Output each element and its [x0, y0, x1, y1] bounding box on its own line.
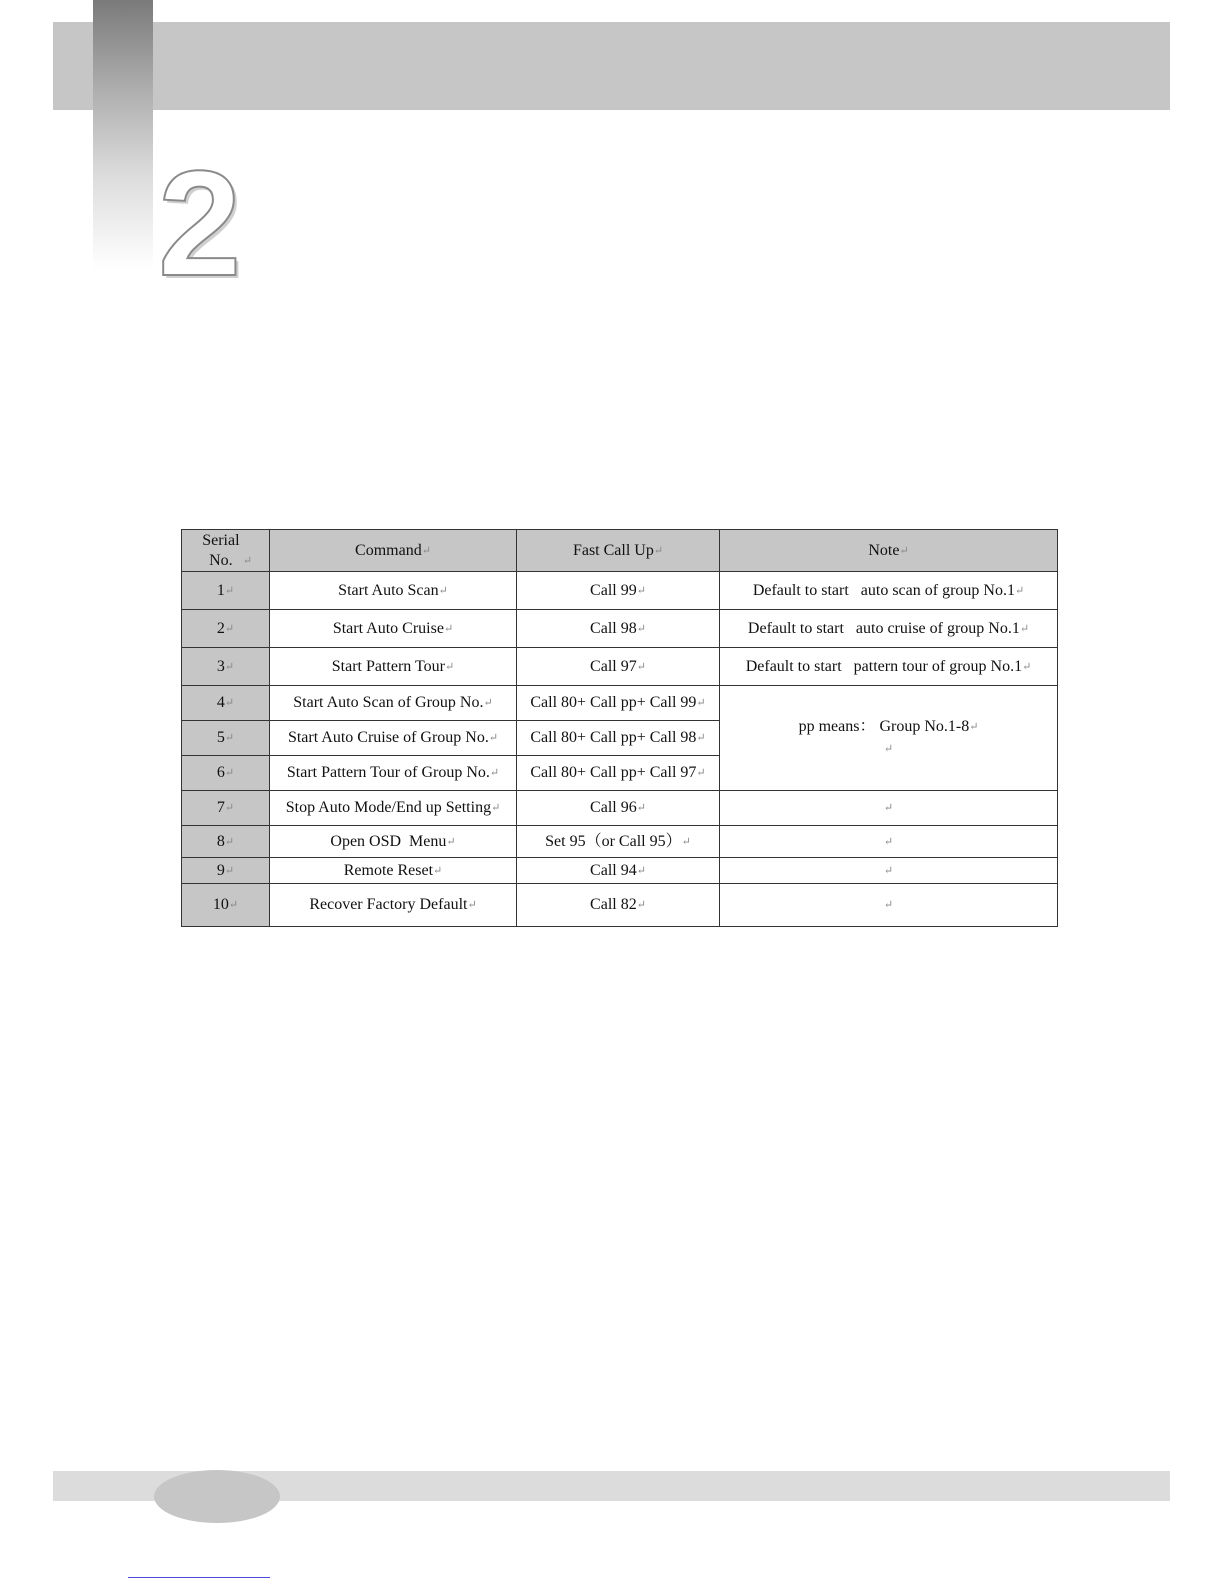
table-row: [182, 610, 1058, 648]
header-fast-call-up: Fast Call Up↵: [517, 530, 720, 572]
call-cell: Call 97↵: [517, 648, 720, 686]
header-serial-no: Serial No. ↵: [182, 530, 270, 572]
call-cell: Call 80+ Call pp+ Call 98↵: [517, 721, 720, 756]
serial-cell: 4↵: [182, 686, 270, 721]
command-table: [181, 529, 1058, 927]
call-cell: Call 99↵: [517, 572, 720, 610]
footer-rule: [128, 1577, 270, 1578]
command-cell: Open OSD Menu↵: [270, 826, 517, 858]
note-cell-merged: pp means： Group No.1-8↵ ↵: [720, 686, 1058, 791]
command-cell: Start Pattern Tour↵: [270, 648, 517, 686]
command-cell: Start Auto Cruise of Group No.↵: [270, 721, 517, 756]
header-note: Note↵: [720, 530, 1058, 572]
table-row: [182, 858, 1058, 884]
table-row: [182, 648, 1058, 686]
serial-cell: 6↵: [182, 756, 270, 791]
serial-cell: 2↵: [182, 610, 270, 648]
call-cell: Call 96↵: [517, 791, 720, 826]
note-cell: Default to start pattern tour of group No.1↵: [720, 648, 1058, 686]
table-row: [182, 826, 1058, 858]
serial-cell: 1↵: [182, 572, 270, 610]
command-cell: Remote Reset↵: [270, 858, 517, 884]
command-cell: Stop Auto Mode/End up Setting↵: [270, 791, 517, 826]
call-cell: Call 98↵: [517, 610, 720, 648]
note-cell: ↵: [720, 826, 1058, 858]
table-row: [182, 572, 1058, 610]
command-cell: Start Auto Scan of Group No.↵: [270, 686, 517, 721]
table-header-row: [182, 530, 1058, 572]
table-row: [182, 884, 1058, 927]
serial-cell: 5↵: [182, 721, 270, 756]
call-cell: Call 82↵: [517, 884, 720, 927]
command-cell: Start Auto Scan↵: [270, 572, 517, 610]
header-band: [53, 22, 1170, 110]
serial-cell: 8↵: [182, 826, 270, 858]
table-row: [182, 686, 1058, 721]
call-cell: Call 80+ Call pp+ Call 97↵: [517, 756, 720, 791]
serial-cell: 7↵: [182, 791, 270, 826]
command-cell: Start Pattern Tour of Group No.↵: [270, 756, 517, 791]
call-cell: Call 80+ Call pp+ Call 99↵: [517, 686, 720, 721]
note-cell: ↵: [720, 858, 1058, 884]
chapter-tab: [93, 0, 153, 270]
note-cell: Default to start auto scan of group No.1↵: [720, 572, 1058, 610]
note-cell: ↵: [720, 791, 1058, 826]
note-cell: Default to start auto cruise of group No.1↵: [720, 610, 1058, 648]
command-cell: Recover Factory Default↵: [270, 884, 517, 927]
command-cell: Start Auto Cruise↵: [270, 610, 517, 648]
serial-cell: 10↵: [182, 884, 270, 927]
call-cell: Set 95（or Call 95）↵: [517, 826, 720, 858]
chapter-number: 2: [158, 139, 242, 307]
table-row: [182, 791, 1058, 826]
header-command: Command↵: [270, 530, 517, 572]
call-cell: Call 94↵: [517, 858, 720, 884]
note-cell: ↵: [720, 884, 1058, 927]
serial-cell: 3↵: [182, 648, 270, 686]
page-number-oval: [154, 1470, 280, 1523]
serial-cell: 9↵: [182, 858, 270, 884]
